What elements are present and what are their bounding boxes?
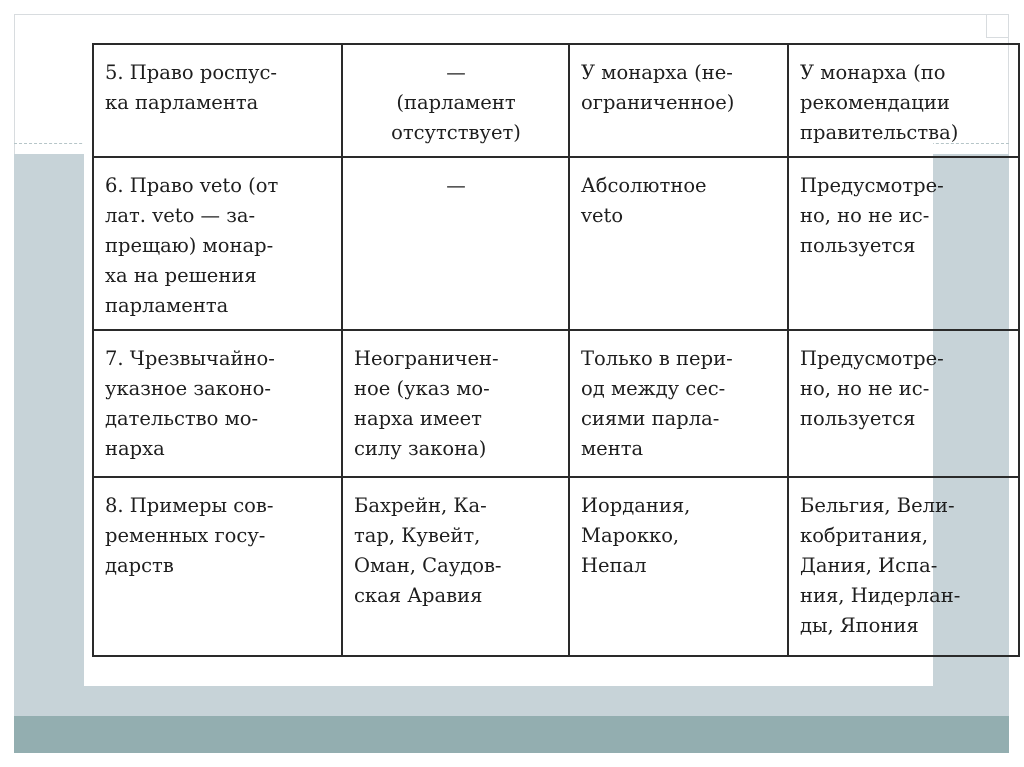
parliamentary-monarchy-cell: Предусмотре- но, но не ис- пользуется (788, 330, 1019, 477)
absolute-monarchy-cell: Неограничен- ное (указ мо- нарха имеет силу закона) (342, 330, 569, 477)
table-row (93, 157, 1019, 330)
row-feature-cell: 8. Примеры сов- ременных госу- дарств (93, 477, 342, 656)
footer-band (14, 716, 1009, 753)
dualistic-monarchy-cell: Иордания, Марокко, Непал (569, 477, 788, 656)
absolute-monarchy-cell: — (парламент отсутствует) (342, 44, 569, 157)
parliamentary-monarchy-cell: У монарха (по рекомендации правительства) (788, 44, 1019, 157)
table-row (93, 44, 1019, 157)
parliamentary-monarchy-cell: Предусмотре- но, но не ис- пользуется (788, 157, 1019, 330)
corner-decoration (986, 15, 1009, 38)
dualistic-monarchy-cell: У монарха (не- ограниченное) (569, 44, 788, 157)
absolute-monarchy-cell: Бахрейн, Ка- тар, Кувейт, Оман, Саудов- ская Аравия (342, 477, 569, 656)
absolute-monarchy-cell: — (342, 157, 569, 330)
row-feature-cell: 6. Право veto (от лат. veto — за- прещаю) монар- ха на решения парламента (93, 157, 342, 330)
row-feature-cell: 5. Право роспус- ка парламента (93, 44, 342, 157)
scanned-table-image (84, 38, 961, 686)
dualistic-monarchy-cell: Только в пери- од между сес- сиями парла- мента (569, 330, 788, 477)
table-row (93, 477, 1019, 656)
dualistic-monarchy-cell: Абсолютное veto (569, 157, 788, 330)
table-row (93, 330, 1019, 477)
row-feature-cell: 7. Чрезвычайно- указное законо- дательство мо- нарха (93, 330, 342, 477)
parliamentary-monarchy-cell: Бельгия, Вели- кобритания, Дания, Испа- ния, Нидерлан- ды, Япония (788, 477, 1019, 656)
comparison-table (92, 43, 1020, 657)
